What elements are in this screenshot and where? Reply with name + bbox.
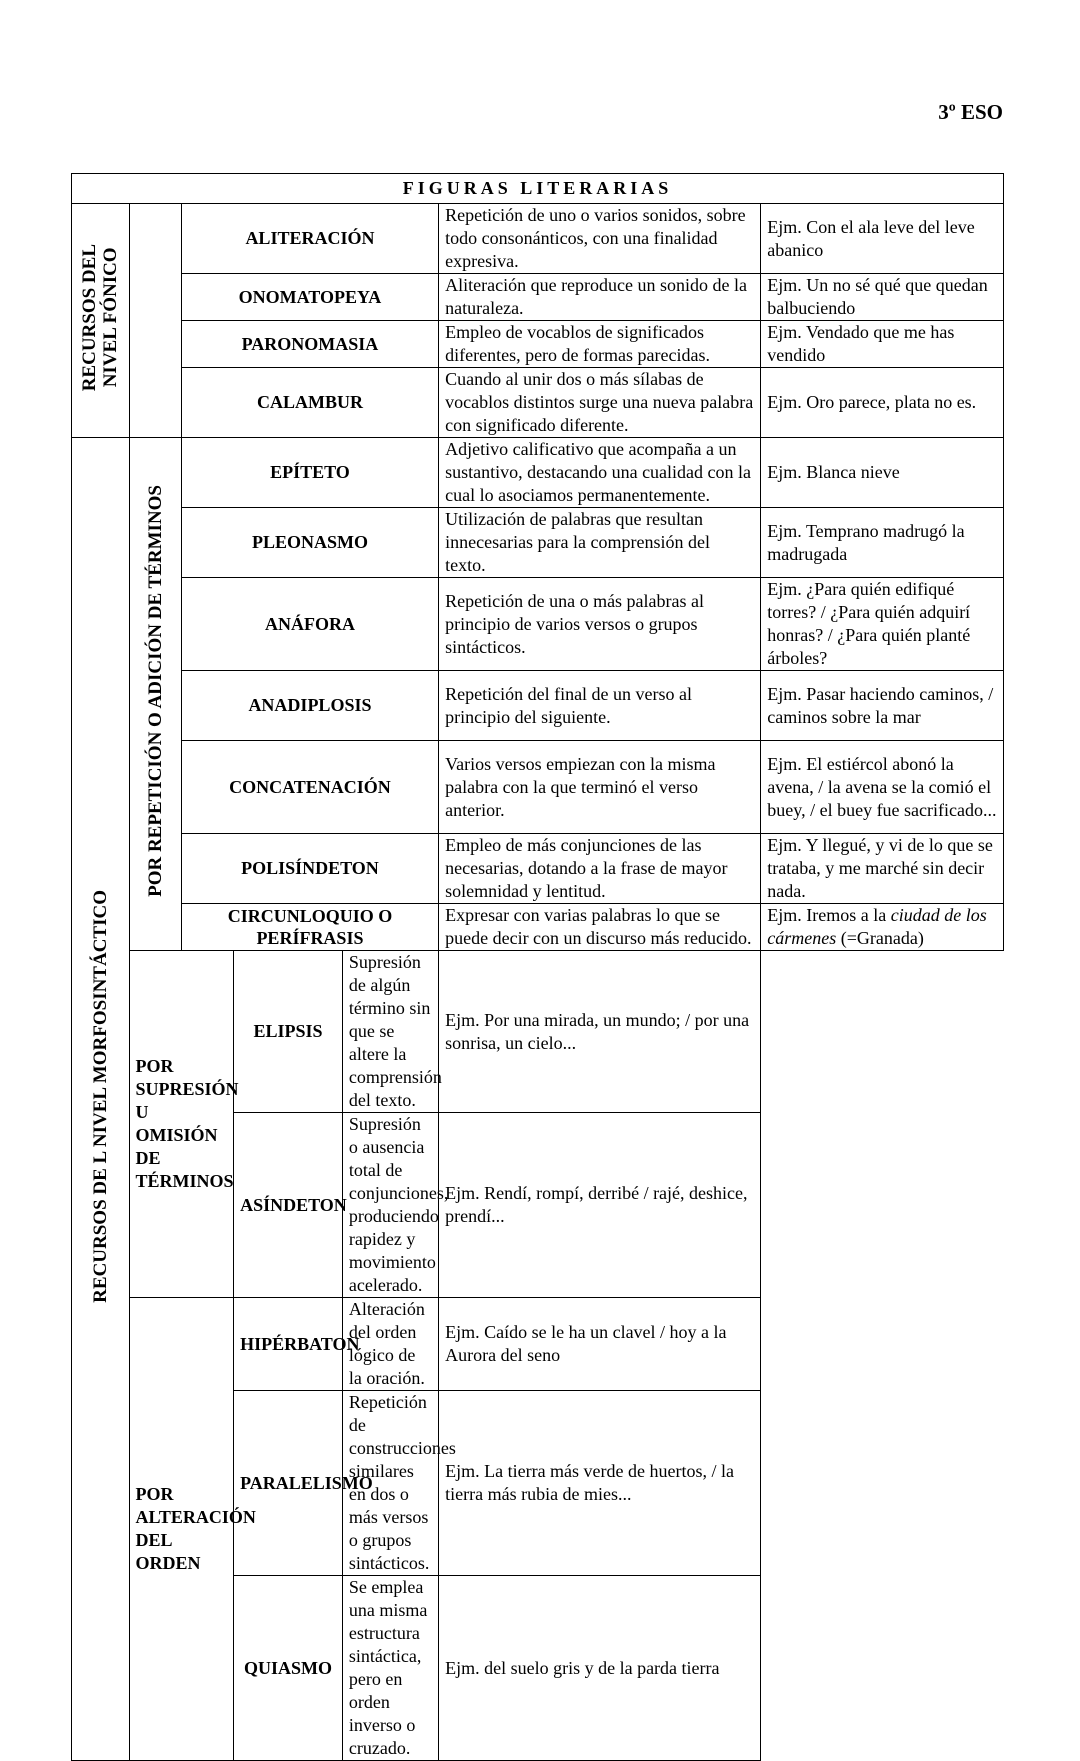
table-title: FIGURAS LITERARIAS: [72, 174, 1004, 204]
section-alteracion: POR ALTERACIÓN DEL ORDEN: [129, 1298, 234, 1761]
literary-figures-table: [71, 173, 1004, 1761]
figure-name: ASÍNDETON: [234, 1113, 343, 1298]
figure-example: Ejm. Caído se le ha un clavel / hoy a la Aurora del seno: [439, 1298, 761, 1391]
figure-definition: Se emplea una misma estructura sintáctica, pero en orden inverso o cruzado.: [342, 1576, 438, 1761]
figure-name: PARONOMASIA: [181, 321, 438, 368]
figure-definition: Adjetivo calificativo que acompaña a un sustantivo, destacando una cualidad con la cual lo asociamos permanentemente.: [439, 438, 761, 508]
example-text: Ejm. Iremos a la: [767, 905, 891, 925]
table-row: [72, 904, 1004, 951]
table-row: [72, 1298, 1004, 1391]
table-row: [72, 671, 1004, 741]
figure-example: Ejm. del suelo gris y de la parda tierra: [439, 1576, 761, 1761]
figure-definition: Alteración del orden lógico de la oración.: [342, 1298, 438, 1391]
figure-name: CALAMBUR: [181, 368, 438, 438]
figure-definition: Supresión de algún término sin que se altere la comprensión del texto.: [342, 951, 438, 1113]
figure-name: EPÍTETO: [181, 438, 438, 508]
figure-definition: Cuando al unir dos o más sílabas de vocablos distintos surge una nueva palabra con significado diferente.: [439, 368, 761, 438]
section-adicion: [129, 438, 181, 951]
figure-name: PLEONASMO: [181, 508, 438, 578]
table-row: [72, 368, 1004, 438]
figure-definition: Repetición de uno o varios sonidos, sobre todo consonánticos, con una finalidad expresiva.: [439, 204, 761, 274]
figure-example: Ejm. Temprano madrugó la madrugada: [761, 508, 1004, 578]
figure-definition: Empleo de más conjunciones de las necesarias, dotando a la frase de mayor solemnidad y lentitud.: [439, 834, 761, 904]
table-row: [72, 508, 1004, 578]
figure-example: Ejm. Un no sé qué que quedan balbuciendo: [761, 274, 1004, 321]
section-fonico-label: RECURSOS DEL NIVEL FÓNICO: [79, 243, 122, 392]
figure-name: ONOMATOPEYA: [181, 274, 438, 321]
figure-example: [761, 904, 1004, 951]
figure-definition: Varios versos empiezan con la misma palabra con la que terminó el verso anterior.: [439, 741, 761, 834]
figure-definition: Supresión o ausencia total de conjunciones, produciendo rapidez y movimiento acelerado.: [342, 1113, 438, 1298]
table-row: [72, 578, 1004, 671]
example-italic: ciudad de los cármenes: [767, 905, 987, 948]
table-row: [72, 951, 1004, 1113]
section-morfosintactico: [72, 438, 130, 1761]
figure-name: HIPÉRBATON: [234, 1298, 343, 1391]
table-title-row: [72, 174, 1004, 204]
table-row: [72, 438, 1004, 508]
section-fonico: [72, 204, 130, 438]
figure-name: POLISÍNDETON: [181, 834, 438, 904]
course-label: 3º ESO: [938, 100, 1003, 124]
figure-name: CIRCUNLOQUIO O PERÍFRASIS: [181, 904, 438, 951]
figure-definition: Repetición de construcciones similares en dos o más versos o grupos sintácticos.: [342, 1391, 438, 1576]
figure-name: ELIPSIS: [234, 951, 343, 1113]
figure-example: Ejm. Rendí, rompí, derribé / rajé, deshice, prendí...: [439, 1113, 761, 1298]
figure-example: Ejm. Por una mirada, un mundo; / por una sonrisa, un cielo...: [439, 951, 761, 1113]
figure-name: ANADIPLOSIS: [181, 671, 438, 741]
figure-name: ALITERACIÓN: [181, 204, 438, 274]
table-row: [72, 321, 1004, 368]
table-row: [72, 741, 1004, 834]
figure-example: Ejm. Con el ala leve del leve abanico: [761, 204, 1004, 274]
section-morfosintactico-label: RECURSOS DE L NIVEL MORFOSINTÁCTICO: [89, 889, 111, 1303]
figure-definition: Repetición del final de un verso al principio del siguiente.: [439, 671, 761, 741]
figure-example: Ejm. Oro parece, plata no es.: [761, 368, 1004, 438]
figure-example: Ejm. ¿Para quién edifiqué torres? / ¿Para quién adquirí honras? / ¿Para quién planté árboles?: [761, 578, 1004, 671]
figure-example: Ejm. Pasar haciendo caminos, / caminos sobre la mar: [761, 671, 1004, 741]
figure-name: PARALELISMO: [234, 1391, 343, 1576]
figure-example: Ejm. Vendado que me has vendido: [761, 321, 1004, 368]
table-row: [72, 834, 1004, 904]
section-supresion: POR SUPRESIÓN U OMISIÓN DE TÉRMINOS: [129, 951, 234, 1298]
figure-example: Ejm. Y llegué, y vi de lo que se trataba, y me marché sin decir nada.: [761, 834, 1004, 904]
figure-definition: Empleo de vocablos de significados diferentes, pero de formas parecidas.: [439, 321, 761, 368]
figure-definition: Repetición de una o más palabras al principio de varios versos o grupos sintácticos.: [439, 578, 761, 671]
figure-name: ANÁFORA: [181, 578, 438, 671]
table-row: [72, 274, 1004, 321]
figure-definition: Expresar con varias palabras lo que se puede decir con un discurso más reducido.: [439, 904, 761, 951]
figure-definition: Aliteración que reproduce un sonido de la naturaleza.: [439, 274, 761, 321]
figure-name: CONCATENACIÓN: [181, 741, 438, 834]
figure-name: QUIASMO: [234, 1576, 343, 1761]
example-text: (=Granada): [836, 928, 924, 948]
table-row: [72, 204, 1004, 274]
figure-definition: Utilización de palabras que resultan innecesarias para la comprensión del texto.: [439, 508, 761, 578]
figure-example: Ejm. Blanca nieve: [761, 438, 1004, 508]
figure-example: Ejm. El estiércol abonó la avena, / la avena se la comió el buey, / el buey fue sacrificado...: [761, 741, 1004, 834]
figure-example: Ejm. La tierra más verde de huertos, / la tierra más rubia de mies...: [439, 1391, 761, 1576]
section-adicion-label: POR REPETICIÓN O ADICIÓN DE TÉRMINOS: [144, 485, 166, 897]
